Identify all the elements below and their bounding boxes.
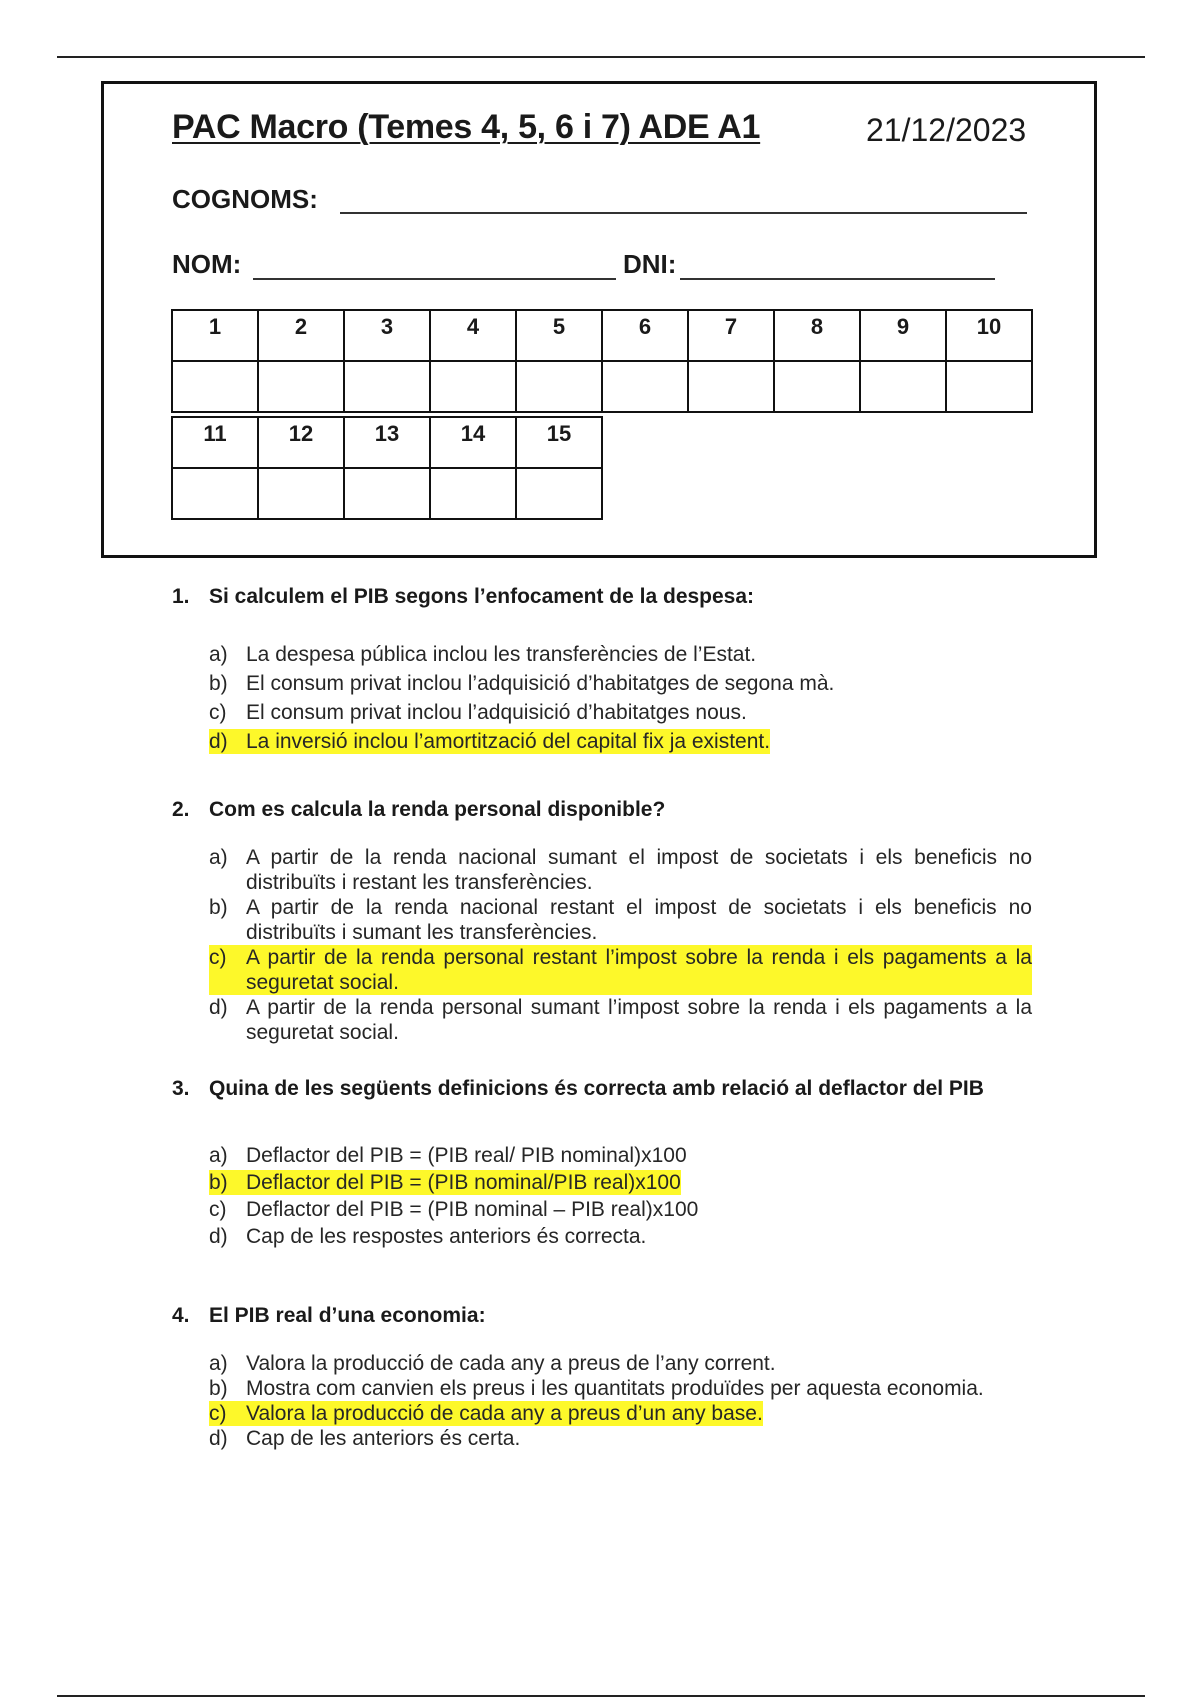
answer-header-14: 14 xyxy=(430,417,516,468)
question-1-option-a[interactable]: a) La despesa pública inclou les transferències de l’Estat. xyxy=(209,643,757,666)
answer-cell-12[interactable] xyxy=(258,468,344,519)
question-4-option-b[interactable]: b) Mostra com canvien els preus i les quantitats produïdes per aquesta economia. xyxy=(209,1377,984,1400)
answer-cell-3[interactable] xyxy=(344,361,430,412)
question-3-option-d[interactable]: d) Cap de les respostes anteriors és correcta. xyxy=(209,1225,647,1248)
answer-header-8: 8 xyxy=(774,310,860,361)
answer-cell-15[interactable] xyxy=(516,468,602,519)
question-2-title: 2. Com es calcula la renda personal disponible? xyxy=(172,798,666,821)
question-3-option-c[interactable]: c) Deflactor del PIB = (PIB nominal – PIB real)x100 xyxy=(209,1198,699,1221)
question-3-option-b[interactable]: b) Deflactor del PIB = (PIB nominal/PIB real)x100 xyxy=(209,1171,681,1194)
answer-cell-14[interactable] xyxy=(430,468,516,519)
id-label: DNI: xyxy=(623,249,677,279)
question-1-options xyxy=(172,642,1032,754)
id-field[interactable] xyxy=(680,278,995,280)
answer-cell-13[interactable] xyxy=(344,468,430,519)
answer-cell-6[interactable] xyxy=(602,361,688,412)
surname-field[interactable] xyxy=(340,212,1027,214)
answer-cell-2[interactable] xyxy=(258,361,344,412)
answer-grid-row-1 xyxy=(171,309,1033,413)
question-3 xyxy=(172,1077,1032,1249)
question-1 xyxy=(172,585,1032,754)
question-1-option-b[interactable]: b) El consum privat inclou l’adquisició d’habitatges de segona mà. xyxy=(209,672,835,695)
page-bottom-rule xyxy=(57,1695,1145,1697)
question-4-options xyxy=(172,1351,1032,1451)
question-4-title: 4. El PIB real d’una economia: xyxy=(172,1304,486,1327)
page-top-rule xyxy=(57,56,1145,58)
answer-header-12: 12 xyxy=(258,417,344,468)
question-2-option-b[interactable]: b) A partir de la renda nacional restant el impost de societats i els beneficis no distribuïts i sumant les transferències. xyxy=(209,896,1032,944)
name-field[interactable] xyxy=(253,278,616,280)
question-4-option-a[interactable]: a) Valora la producció de cada any a preus de l’any corrent. xyxy=(209,1352,776,1375)
answer-cell-9[interactable] xyxy=(860,361,946,412)
answer-cell-7[interactable] xyxy=(688,361,774,412)
question-4-option-c[interactable]: c) Valora la producció de cada any a preus d’un any base. xyxy=(209,1402,763,1425)
answer-header-9: 9 xyxy=(860,310,946,361)
answer-header-4: 4 xyxy=(430,310,516,361)
answer-cell-5[interactable] xyxy=(516,361,602,412)
question-4-option-d[interactable]: d) Cap de les anteriors és certa. xyxy=(209,1427,521,1450)
answer-header-13: 13 xyxy=(344,417,430,468)
question-4 xyxy=(172,1304,1032,1451)
question-3-title: 3. Quina de les següents definicions és correcta amb relació al deflactor del PIB xyxy=(172,1077,984,1100)
exam-title: PAC Macro (Temes 4, 5, 6 i 7) ADE A1 xyxy=(172,108,761,146)
surname-label: COGNOMS: xyxy=(172,184,318,214)
question-1-option-d[interactable]: d) La inversió inclou l’amortització del capital fix ja existent. xyxy=(209,730,771,753)
question-2-option-a[interactable]: a) A partir de la renda nacional sumant el impost de societats i els beneficis no distribuïts i restant les transferències. xyxy=(209,846,1032,894)
answer-header-2: 2 xyxy=(258,310,344,361)
question-2 xyxy=(172,798,1032,1045)
answer-cell-11[interactable] xyxy=(172,468,258,519)
answer-cell-10[interactable] xyxy=(946,361,1032,412)
answer-header-1: 1 xyxy=(172,310,258,361)
answer-cell-1[interactable] xyxy=(172,361,258,412)
answer-header-7: 7 xyxy=(688,310,774,361)
answer-cell-4[interactable] xyxy=(430,361,516,412)
question-2-option-c[interactable]: c) A partir de la renda personal restant l’impost sobre la renda i els pagaments a la seguretat social. xyxy=(209,946,1032,994)
question-2-options xyxy=(172,845,1032,1045)
question-2-option-d[interactable]: d) A partir de la renda personal sumant l’impost sobre la renda i els pagaments a la seguretat social. xyxy=(209,996,1032,1044)
answer-cell-8[interactable] xyxy=(774,361,860,412)
question-1-option-c[interactable]: c) El consum privat inclou l’adquisició d’habitatges nous. xyxy=(209,701,747,724)
answer-header-10: 10 xyxy=(946,310,1032,361)
exam-date: 21/12/2023 xyxy=(866,112,1027,148)
answer-header-3: 3 xyxy=(344,310,430,361)
answer-header-5: 5 xyxy=(516,310,602,361)
answer-header-6: 6 xyxy=(602,310,688,361)
answer-header-15: 15 xyxy=(516,417,602,468)
question-1-title: 1. Si calculem el PIB segons l’enfocament de la despesa: xyxy=(172,585,755,608)
question-3-option-a[interactable]: a) Deflactor del PIB = (PIB real/ PIB nominal)x100 xyxy=(209,1144,687,1167)
answer-grid-row-2 xyxy=(171,416,603,520)
question-3-options xyxy=(172,1143,1032,1249)
name-label: NOM: xyxy=(172,249,242,279)
answer-header-11: 11 xyxy=(172,417,258,468)
